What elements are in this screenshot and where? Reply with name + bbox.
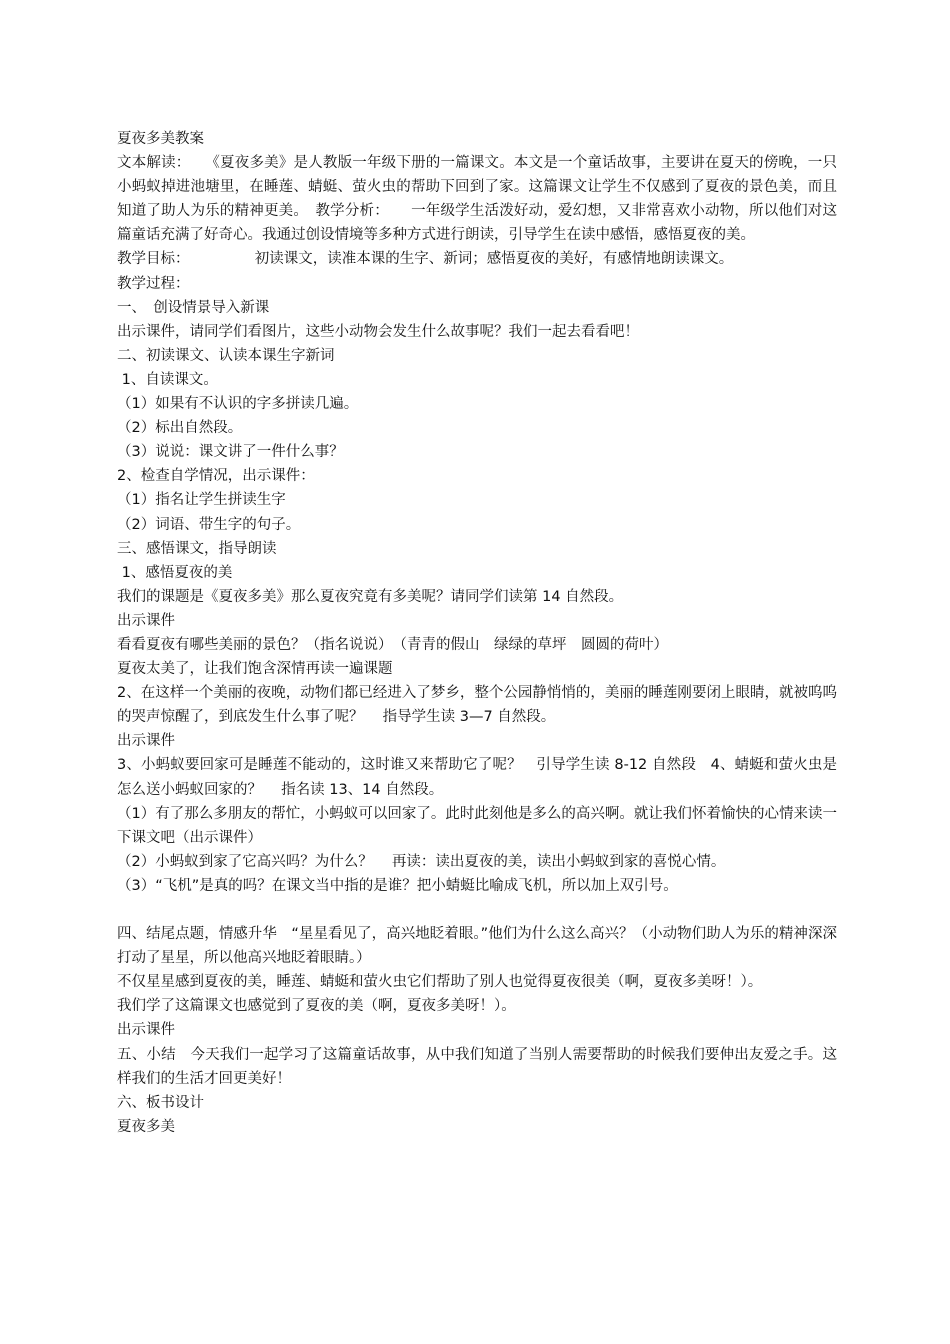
paragraph: 出示课件，请同学们看图片，这些小动物会发生什么故事呢？我们一起去看看吧！ [117, 323, 639, 340]
list-item: 2、检查自学情况，出示课件： [117, 468, 315, 485]
paragraph: 出示课件 [117, 612, 175, 629]
list-item: （1）指名让学生拼读生字 [117, 492, 286, 509]
paragraph: 看看夏夜有哪些美丽的景色？（指名说说） （青青的假山 绿绿的草坪 圆圆的荷叶） [117, 636, 668, 653]
paragraph: 我们的课题是《夏夜多美》那么夏夜究竟有多美呢？请同学们读第 14 自然段。 [117, 588, 624, 605]
list-item: （1）有了那么多朋友的帮忙，小蚂蚁可以回家了。此时此刻他是多么的高兴啊。就让我们怀着愉快的心情来读一下课文吧（出示课件） [117, 805, 837, 846]
list-item: （1）如果有不认识的字多拼读几遍。 [117, 396, 359, 413]
section-heading-4: 四、结尾点题，情感升华 “星星看见了，高兴地眨着眼。”他们为什么这么高兴？（小动物们助人为乐的精神深深打动了星星，所以他高兴地眨着眼睛。） [117, 926, 837, 967]
paragraph-text-analysis: 文本解读： 《夏夜多美》是人教版一年级下册的一篇课文。本文是一个童话故事，主要讲在夏天的傍晚，一只小蚂蚁掉进池塘里，在睡莲、蜻蜓、萤火虫的帮助下回到了家。这篇课文让学生不仅感到了夏夜的景色美，而且知道了助人为乐的精神更美。 教学分析： 一年级学生活泼好动，爱幻想，又非常喜欢小动物，所以他们对这篇童话充满了好奇心。我通过创设情境等多种方式进行朗读，引导学生在读中感悟，感悟夏夜的美。 [117, 155, 837, 244]
section-heading-1: 一、 创设情景导入新课 [117, 299, 270, 316]
paragraph: 夏夜太美了，让我们饱含深情再读一遍课题 [117, 661, 393, 678]
paragraph: 不仅星星感到夏夜的美，睡莲、蜻蜓和萤火虫它们帮助了别人也觉得夏夜很美（啊，夏夜多美呀！）。 [117, 974, 763, 991]
section-heading-5: 五、小结 今天我们一起学习了这篇童话故事，从中我们知道了当别人需要帮助的时候我们要伸出友爱之手。这样我们的生活才回更美好！ [117, 1046, 837, 1087]
list-item: （3）说说：课文讲了一件什么事？ [117, 444, 344, 461]
document-body [117, 127, 837, 1139]
paragraph: 2、在这样一个美丽的夜晚，动物们都已经进入了梦乡，整个公园静悄悄的，美丽的睡莲刚要闭上眼睛，就被呜呜的哭声惊醒了，到底发生什么事了呢？ 指导学生读 3—7 自然段。 [117, 685, 837, 726]
list-item: （3）“飞机”是真的吗？在课文当中指的是谁？把小蜻蜓比喻成飞机，所以加上双引号。 [117, 877, 678, 894]
paragraph-teaching-goals: 教学目标： 初读课文，读准本课的生字、新词；感悟夏夜的美好，有感情地朗读课文。 [117, 251, 734, 268]
section-heading-3: 三、感悟课文，指导朗读 [117, 540, 277, 557]
section-heading-6: 六、板书设计 [117, 1094, 204, 1111]
list-item: （2）小蚂蚁到家了它高兴吗？为什么？ 再读：读出夏夜的美，读出小蚂蚁到家的喜悦心情。 [117, 853, 726, 870]
board-design-title: 夏夜多美 [117, 1118, 175, 1135]
paragraph: 出示课件 [117, 733, 175, 750]
list-item: （2）标出自然段。 [117, 420, 243, 437]
paragraph-teaching-process: 教学过程： [117, 275, 190, 292]
paragraph: 3、小蚂蚁要回家可是睡莲不能动的，这时谁又来帮助它了呢？ 引导学生读 8-12 自然段 4、蜻蜓和萤火虫是怎么送小蚂蚁回家的？ 指名读 13、14 自然段。 [117, 757, 837, 798]
blank-line [117, 898, 837, 922]
list-item: 1、自读课文。 [117, 371, 218, 388]
list-item: 1、感悟夏夜的美 [117, 564, 233, 581]
document-title: 夏夜多美教案 [117, 131, 204, 147]
paragraph: 出示课件 [117, 1022, 175, 1039]
list-item: （2）词语、带生字的句子。 [117, 516, 301, 533]
section-heading-2: 二、初读课文、认读本课生字新词 [117, 347, 335, 364]
paragraph: 我们学了这篇课文也感觉到了夏夜的美（啊，夏夜多美呀！）。 [117, 998, 516, 1015]
